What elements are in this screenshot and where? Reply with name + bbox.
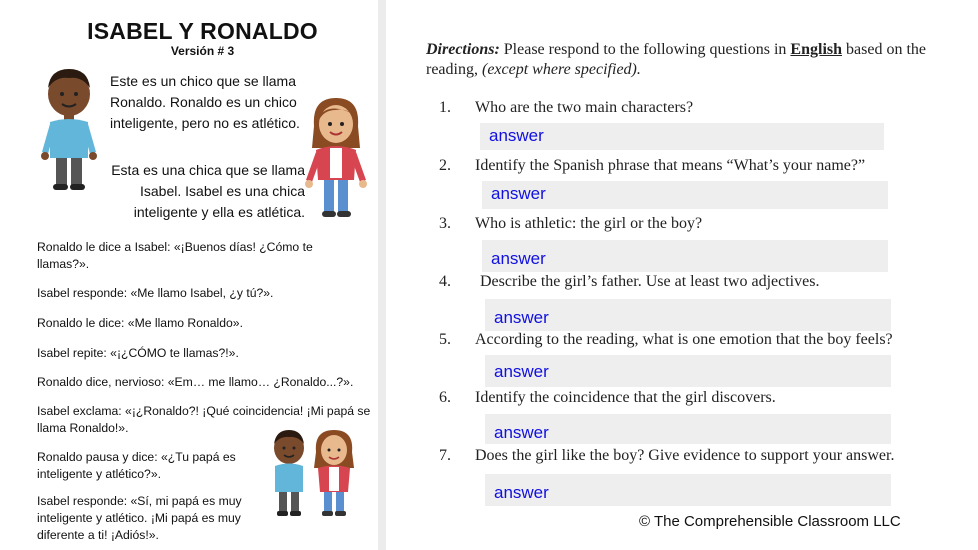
boy-illustration: [38, 66, 100, 192]
story-line: Ronaldo le dice: «Me llamo Ronaldo».: [37, 316, 243, 330]
directions: [426, 40, 946, 80]
question-text: Does the girl like the boy? Give evidence to support your answer.: [475, 447, 895, 464]
story-line: Isabel responde: «Sí, mi papá es muy inteligente y atlético. ¡Mi papá es muy diferente a ti! ¡Adiós!».: [37, 494, 242, 542]
question-text: Describe the girl’s father. Use at least two adjectives.: [480, 273, 820, 290]
story-line: Isabel repite: «¡¿CÓMO te llamas?!».: [37, 346, 239, 360]
question-text: Who is athletic: the girl or the boy?: [475, 215, 703, 232]
directions-emphasis: English: [790, 41, 843, 58]
story-line: Isabel responde: «Me llamo Isabel, ¿y tú?».: [37, 286, 274, 300]
worksheet-version: Versión # 3: [170, 44, 235, 58]
question-text: According to the reading, what is one emotion that the boy feels?: [475, 331, 893, 348]
directions-text: Please respond to the following questions in: [499, 41, 791, 58]
directions-text-after: based on the reading,: [426, 41, 926, 78]
intro-boy-text: Este es un chico que se llama Ronaldo. Ronaldo es un chico inteligente, pero no es atlético.: [110, 73, 300, 131]
story-line: Ronaldo le dice a Isabel: «¡Buenos días! ¿Cómo te llamas?».: [37, 240, 313, 271]
question-number: 3.: [439, 215, 451, 232]
question-number: 6.: [439, 389, 451, 406]
boy-and-girl-illustration: [266, 428, 362, 518]
story-line: Ronaldo pausa y dice: «¿Tu papá es inteligente y atlético?».: [37, 450, 236, 481]
question-text: Who are the two main characters?: [475, 99, 694, 116]
question-number: 7.: [439, 447, 451, 464]
answer-field-5[interactable]: answer: [485, 355, 891, 387]
answer-field-6[interactable]: answer: [485, 414, 891, 444]
reading-worksheet: [0, 0, 385, 550]
directions-exception: (except where specified).: [481, 61, 641, 78]
question-number: 5.: [439, 331, 451, 348]
girl-illustration: [300, 96, 372, 218]
answer-field-2[interactable]: answer: [482, 181, 888, 209]
copyright-notice: © The Comprehensible Classroom LLC: [639, 513, 901, 530]
question-number: 4.: [439, 273, 451, 290]
directions-lead: Directions:: [426, 41, 500, 58]
page-edge-shadow: [378, 0, 386, 550]
story-line: Isabel exclama: «¡¿Ronaldo?! ¡Qué coincidencia! ¡Mi papá se llama Ronaldo!».: [37, 404, 371, 435]
question-text: Identify the Spanish phrase that means “What’s your name?”: [475, 157, 866, 174]
intro-girl-text: Esta es una chica que se llama Isabel. Isabel es una chica inteligente y ella es atlética.: [111, 162, 305, 220]
answer-field-3[interactable]: answer: [482, 240, 888, 272]
answer-field-4[interactable]: answer: [485, 299, 891, 331]
worksheet-title: ISABEL Y RONALDO: [87, 18, 318, 44]
answer-field-1[interactable]: answer: [480, 123, 884, 150]
question-number: 2.: [439, 157, 451, 174]
question-text: Identify the coincidence that the girl discovers.: [475, 389, 776, 406]
answer-field-7[interactable]: answer: [485, 474, 891, 506]
story-line: Ronaldo dice, nervioso: «Em… me llamo… ¿Ronaldo...?».: [37, 375, 354, 389]
question-number: 1.: [439, 99, 451, 116]
